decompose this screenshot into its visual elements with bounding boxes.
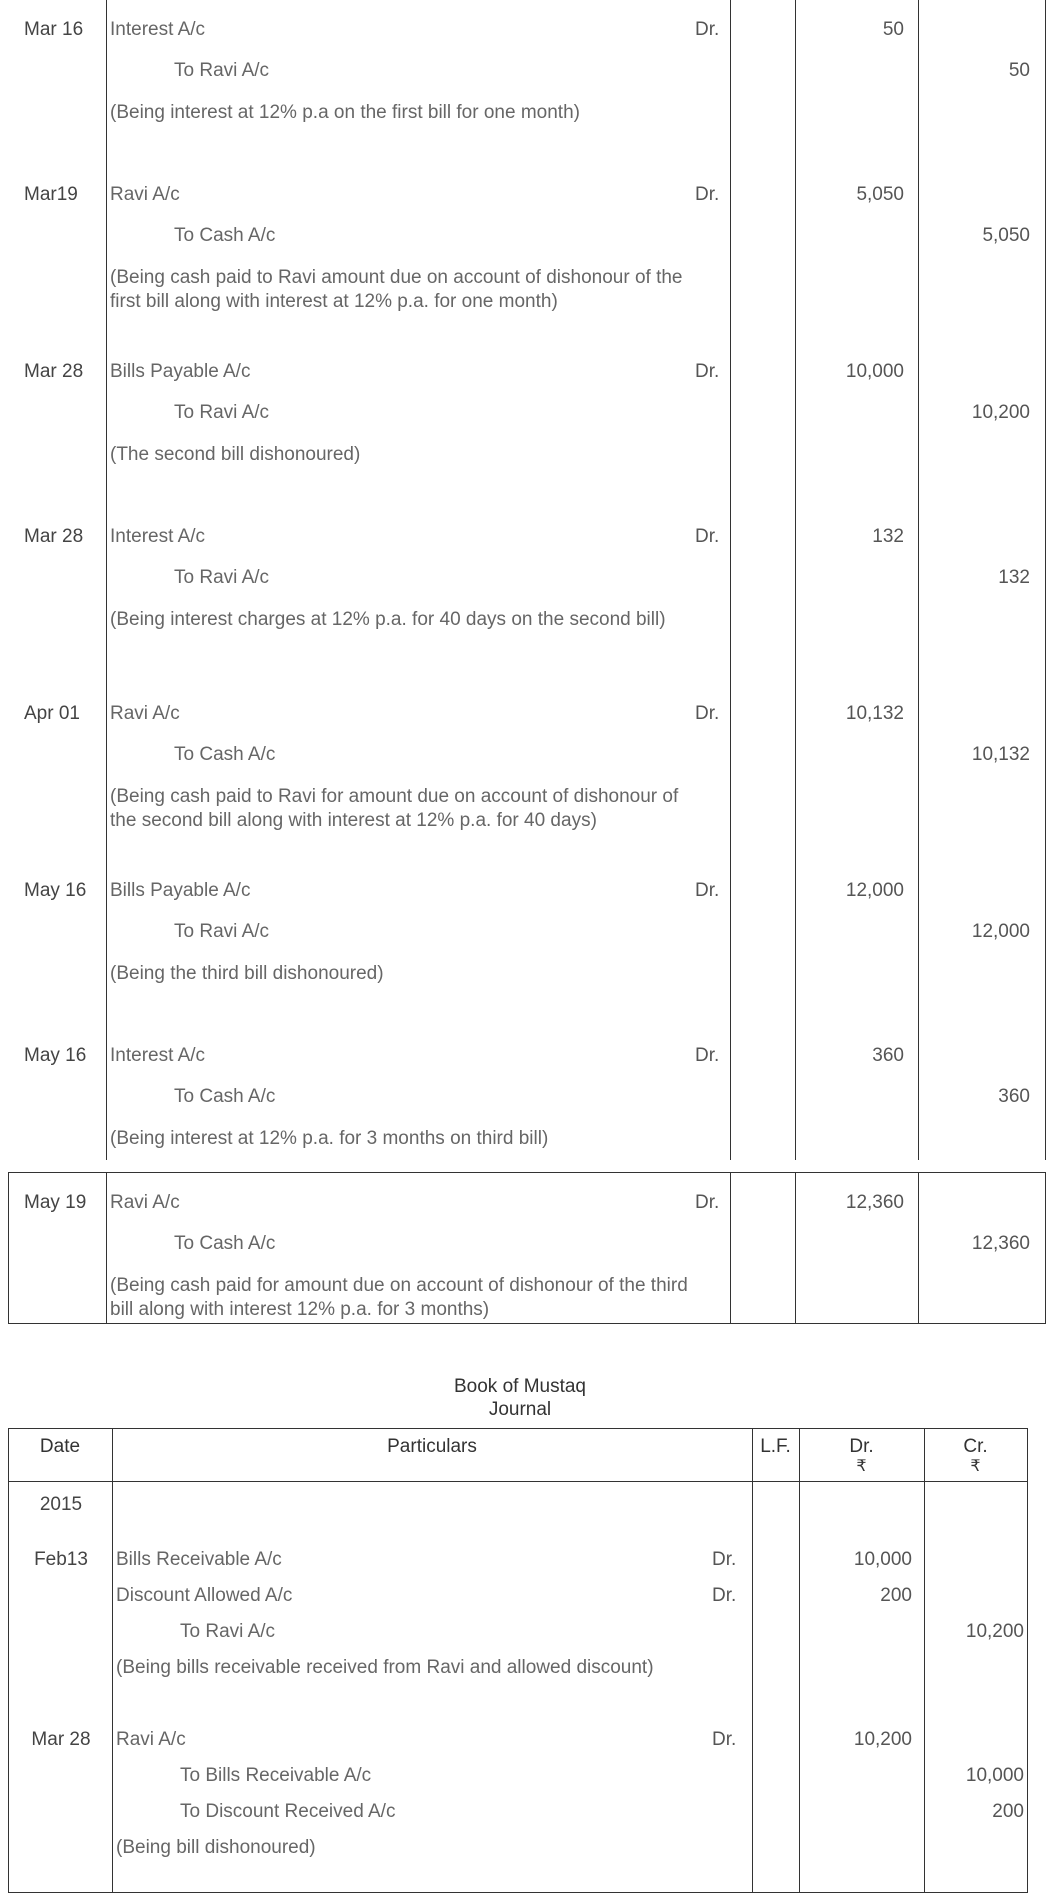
divider [106,0,107,1160]
header-dr: Dr. [849,1436,874,1457]
divider [8,1172,9,1323]
narration: (Being interest charges at 12% p.a. for 40 days on the second bill) [110,609,666,630]
book-title: Book of Mustaq [453,1376,587,1397]
entry-date: May 16 [24,1045,87,1066]
divider [799,1428,800,1893]
credit-amount: 132 [998,567,1030,588]
entry-date: Mar 16 [24,19,84,40]
debit-account: Interest A/c [110,1045,206,1066]
credit-amount: 10,200 [965,1621,1024,1642]
debit-amount: 360 [872,1045,904,1066]
divider [795,1172,796,1323]
mustaq-journal-table [8,1428,1028,1893]
credit-account: To Ravi A/c [174,567,270,588]
divider [752,1428,753,1893]
entry-date: May 16 [24,880,87,901]
debit-account: Ravi A/c [110,703,180,724]
header-particulars: Particulars [387,1436,477,1457]
narration: (Being cash paid to Ravi for amount due on account of dishonour of the second bill along with interest at 12% p.a. for 40 days) [110,786,679,831]
credit-amount: 360 [998,1086,1030,1107]
debit-amount: 12,360 [845,1192,904,1213]
narration: (Being bill dishonoured) [116,1837,316,1858]
dr-marker: Dr. [712,1729,737,1750]
debit-account: Ravi A/c [110,1192,180,1213]
credit-account: To Ravi A/c [174,402,270,423]
debit-account: Bills Payable A/c [110,880,251,901]
header-cr: Cr. [963,1436,988,1457]
entry-date: Mar 28 [24,361,84,382]
debit-account: Ravi A/c [116,1729,186,1750]
credit-account: To Cash A/c [174,744,276,765]
divider [8,1481,1028,1482]
divider [924,1428,925,1893]
credit-account: To Cash A/c [174,1086,276,1107]
book-subtitle: Journal [488,1399,552,1420]
debit-amount: 10,132 [845,703,904,724]
narration: (Being bills receivable received from Ravi and allowed discount) [116,1657,654,1678]
credit-amount: 50 [1008,60,1030,81]
dr-marker: Dr. [695,1192,720,1213]
narration: (Being cash paid for amount due on account of dishonour of the third bill along with interest 12% p.a. for 3 months) [110,1275,688,1320]
year-label: 2015 [39,1494,83,1515]
credit-amount: 10,132 [971,744,1030,765]
divider [918,1172,919,1323]
narration: (Being cash paid to Ravi amount due on account of dishonour of the first bill along with interest at 12% p.a. for one month) [110,267,683,312]
debit-amount: 10,000 [853,1549,912,1570]
credit-account: To Ravi A/c [180,1621,276,1642]
dr-marker: Dr. [695,880,720,901]
credit-account: To Discount Received A/c [180,1801,396,1822]
divider [918,0,919,1160]
entry-date: Mar 28 [24,526,84,547]
divider [8,1172,1045,1173]
divider [1045,0,1046,1160]
credit-account: To Cash A/c [174,1233,276,1254]
divider [795,0,796,1160]
dr-marker: Dr. [695,703,720,724]
dr-marker: Dr. [695,184,720,205]
dr-marker: Dr. [695,361,720,382]
credit-account: To Bills Receivable A/c [180,1765,372,1786]
debit-account: Interest A/c [110,526,206,547]
rupee-icon: ₹ [970,1458,981,1475]
narration: (Being the third bill dishonoured) [110,963,384,984]
debit-account: Ravi A/c [110,184,180,205]
credit-account: To Ravi A/c [174,60,270,81]
divider [1045,1172,1046,1323]
dr-marker: Dr. [695,19,720,40]
narration: (Being interest at 12% p.a on the first bill for one month) [110,102,580,123]
debit-amount: 50 [882,19,904,40]
divider [730,0,731,1160]
credit-account: To Cash A/c [174,225,276,246]
debit-amount: 10,000 [845,361,904,382]
dr-marker: Dr. [695,526,720,547]
debit-account: Discount Allowed A/c [116,1585,293,1606]
credit-amount: 5,050 [982,225,1030,246]
credit-account: To Ravi A/c [174,921,270,942]
credit-amount: 10,200 [971,402,1030,423]
debit-amount: 12,000 [845,880,904,901]
narration: (The second bill dishonoured) [110,444,361,465]
debit-account: Interest A/c [110,19,206,40]
divider [8,1428,1028,1429]
dr-marker: Dr. [712,1585,737,1606]
header-date: Date [39,1436,81,1457]
entry-date: Mar 28 [31,1729,91,1750]
debit-account: Bills Payable A/c [110,361,251,382]
debit-amount: 10,200 [853,1729,912,1750]
debit-amount: 132 [872,526,904,547]
entry-date: Feb13 [34,1549,88,1570]
dr-marker: Dr. [695,1045,720,1066]
divider [730,1172,731,1323]
debit-account: Bills Receivable A/c [116,1549,282,1570]
header-lf: L.F. [760,1436,791,1457]
credit-amount: 10,000 [965,1765,1024,1786]
entry-date: Apr 01 [24,703,80,724]
credit-amount: 12,360 [971,1233,1030,1254]
dr-marker: Dr. [712,1549,737,1570]
credit-amount: 200 [992,1801,1024,1822]
rupee-icon: ₹ [856,1458,867,1475]
divider [106,1172,107,1323]
debit-amount: 5,050 [856,184,904,205]
credit-amount: 12,000 [971,921,1030,942]
debit-amount: 200 [880,1585,912,1606]
divider [8,1323,1046,1324]
narration: (Being interest at 12% p.a. for 3 months on third bill) [110,1128,549,1149]
entry-date: May 19 [24,1192,87,1213]
divider [1027,1428,1028,1893]
entry-date: Mar19 [24,184,78,205]
